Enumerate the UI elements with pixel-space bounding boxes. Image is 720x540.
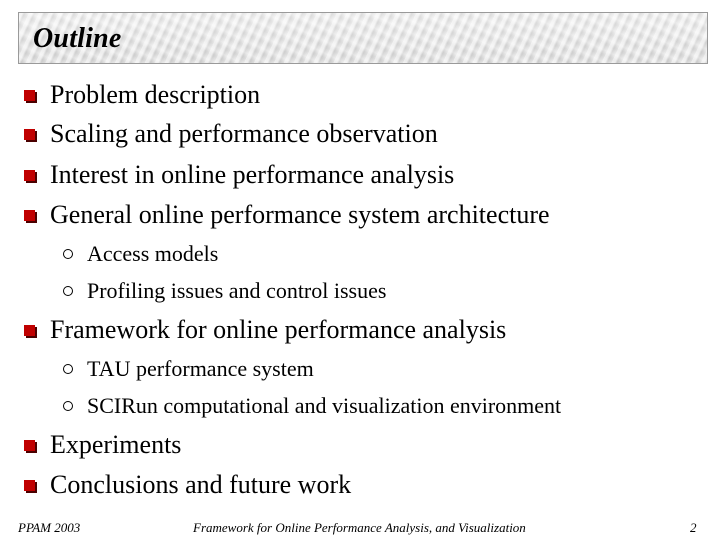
red-square-bullet-icon (24, 480, 35, 491)
outline-subitem-label: TAU performance system (87, 356, 314, 381)
outline-subitem-label: Profiling issues and control issues (87, 278, 387, 303)
outline-item-label: Conclusions and future work (50, 470, 352, 499)
outline-item-label: Framework for online performance analysis (50, 315, 507, 344)
red-square-bullet-icon (24, 325, 35, 336)
hollow-circle-bullet-icon (63, 249, 73, 259)
outline-subitem-access-models (63, 239, 218, 269)
outline-item-problem-description (24, 78, 260, 112)
red-square-bullet-icon (24, 90, 35, 101)
title-bar (18, 12, 708, 64)
red-square-bullet-icon (24, 440, 35, 451)
outline-item-experiments (24, 428, 181, 462)
outline-item-scaling (24, 117, 438, 151)
red-square-bullet-icon (24, 210, 35, 221)
outline-subitem-tau (63, 354, 314, 384)
hollow-circle-bullet-icon (63, 364, 73, 374)
footer-presentation-title: Framework for Online Performance Analysis, and Visualization (193, 520, 526, 535)
outline-item-architecture (24, 198, 550, 232)
outline-item-label: Experiments (50, 430, 182, 459)
outline-item-label: Problem description (50, 80, 261, 109)
outline-item-label: Scaling and performance observation (50, 119, 438, 148)
red-square-bullet-icon (24, 129, 35, 140)
outline-item-label: Interest in online performance analysis (50, 160, 455, 189)
hollow-circle-bullet-icon (63, 401, 73, 411)
red-square-bullet-icon (24, 170, 35, 181)
footer-conference: PPAM 2003 (18, 520, 81, 535)
outline-subitem-label: SCIRun computational and visualization environment (87, 393, 562, 418)
outline-subitem-profiling (63, 276, 386, 306)
outline-item-framework (24, 313, 506, 347)
footer-page-number: 2 (690, 520, 697, 535)
outline-subitem-scirun (63, 391, 561, 421)
outline-item-conclusions (24, 468, 351, 502)
outline-item-label: General online performance system architecture (50, 200, 550, 229)
slide-title: Outline (33, 23, 122, 54)
hollow-circle-bullet-icon (63, 286, 73, 296)
outline-subitem-label: Access models (87, 241, 219, 266)
outline-item-interest (24, 158, 454, 192)
